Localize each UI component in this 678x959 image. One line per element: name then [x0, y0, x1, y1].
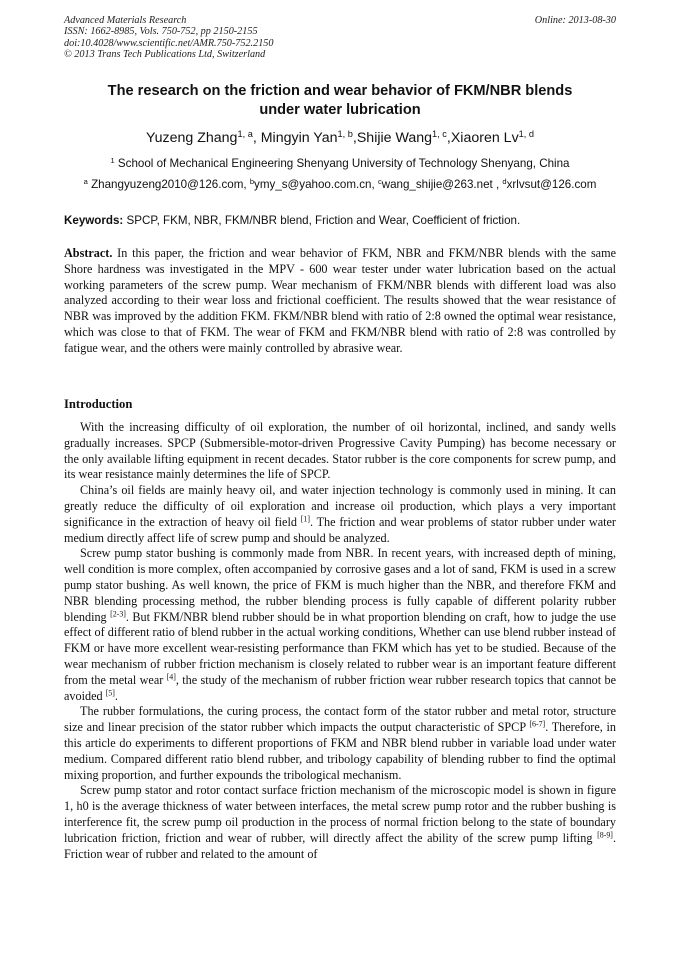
journal-header	[64, 15, 616, 60]
copyright-line: © 2013 Trans Tech Publications Ltd, Switzerland	[64, 48, 266, 60]
affiliation-text: School of Mechanical Engineering Shenyang University of Technology Shenyang, China	[117, 157, 570, 170]
issn-line: ISSN: 1662-8985, Vols. 750-752, pp 2150-2155	[64, 26, 258, 38]
author-list	[64, 129, 616, 147]
abstract-text: In this paper, the friction and wear behavior of FKM, NBR and FKM/NBR blends with the same Shore hardness was investigated in the MPV - 600 wear tester under water lubrication based on the actual working parameters of the screw pump. Wear mechanism of FKM/NBR blends with different load was also analyzed according to their wear loss and frictional coefficient. The results showed that the wear resistance of NBR was improved by the addition FKM. FKM/NBR blend with ratio of 2:8 owned the optimal wear resistance, which was close to that of FKM. The wear of FKM and FKM/NBR blend with ratio of 2:8 was controlled by fatigue wear, and the others were mainly controlled by abrasive wear.	[64, 246, 616, 355]
email-list	[58, 178, 622, 192]
journal-name: Advanced Materials Research	[64, 15, 187, 26]
title-line-1: The research on the friction and wear behavior of FKM/NBR blends	[107, 83, 573, 99]
email-address[interactable]: wang_shijie@263.net ,	[381, 178, 500, 191]
author-affil-mark: 1, b	[337, 128, 353, 139]
online-date: Online: 2013-08-30	[534, 15, 616, 26]
author-affil-mark: 1, c	[432, 128, 447, 139]
author-affil-mark: 1, d	[518, 128, 535, 139]
keywords-label: Keywords:	[64, 214, 124, 227]
paragraph-text: Screw pump stator bushing is commonly made from NBR. In recent years, with increased depth of mining, well condition is more complex, often accompanied by corrosive gases and a lot of sand, FKM is used in a screw pump stator bushing. As well known, the price of FKM is much higher than the NBR, and therefore FKM and NBR blending processing method, the rubber blending process is fully capable of different polarity rubber blending	[64, 546, 616, 624]
author-name: Mingyin Yan	[260, 130, 338, 146]
abstract-label: Abstract.	[64, 246, 113, 260]
email-mark: a	[83, 176, 88, 186]
citation-ref[interactable]: [5]	[105, 688, 115, 698]
author-separator: ,	[352, 130, 357, 146]
email-mark: b	[249, 176, 255, 186]
citation-ref[interactable]: [2-3]	[110, 609, 126, 619]
email-mark: c	[377, 176, 382, 186]
abstract	[64, 246, 616, 357]
intro-paragraph	[64, 420, 616, 483]
email-address[interactable]: ymy_s@yahoo.com.cn,	[254, 178, 375, 191]
author-name: Yuzeng Zhang	[145, 130, 238, 146]
paragraph-text: . But FKM/NBR blend rubber should be in what proportion blending on craft, how to judge the use effect of different ratio of blend rubber in the actual working conditions, Whether can use blend rubber instead of FKM or have more excellent wear-resisting performance than FKM which has yet to be studied. Because of the wear mechanism of rubber friction mechanism is closely related to rubber wear is an important feature different from the metal wear	[64, 609, 616, 687]
email-mark: d	[502, 176, 507, 186]
author-name: Shijie Wang	[356, 130, 433, 146]
author-separator: ,	[252, 130, 261, 146]
intro-paragraph	[64, 546, 616, 704]
paragraph-text: . Therefore, in this article do experiments to different proportions of FKM and NBR blend rubber in variable load under water medium. Compared different ratio blend rubber, and tribology capability of blending rubber to find the optimal mixing proportion, and further expounds the tribological mechanism.	[64, 720, 617, 782]
paragraph-text: The rubber formulations, the curing process, the contact form of the stator rubber and metal rotor, structure size and linear precision of the stator rubber which impacts the output characteristic of SPCP	[64, 704, 616, 735]
email-address[interactable]: xrlvsut@126.com	[506, 178, 597, 191]
doi-line: doi:10.4028/www.scientific.net/AMR.750-752.2150	[64, 37, 274, 49]
paper-title	[64, 82, 616, 120]
keywords	[64, 214, 616, 228]
section-heading-introduction: Introduction	[64, 397, 133, 411]
citation-ref[interactable]: [6-7]	[529, 719, 546, 729]
paragraph-text: China’s oil fields are mainly heavy oil, and water injection technology is commonly used in mining. It can greatly reduce the difficulty of oil exploration and increase oil production, which plays a very important significance in the extraction of heavy oil field	[64, 483, 616, 529]
intro-paragraph	[64, 783, 616, 862]
author-name: Xiaoren Lv	[450, 130, 519, 146]
citation-ref[interactable]: [8-9]	[597, 830, 613, 840]
paragraph-text: , the study of the mechanism of rubber friction wear rubber research topics that cannot be avoided	[64, 672, 616, 703]
title-line-2: under water lubrication	[259, 102, 421, 118]
intro-paragraph	[64, 483, 616, 546]
citation-ref[interactable]: [1]	[300, 514, 310, 524]
affiliation-mark: 1	[110, 155, 115, 165]
email-address[interactable]: Zhangyuzeng2010@126.com,	[91, 178, 247, 191]
paragraph-text: . The friction and wear problems of stator rubber under water medium directly affect life of screw pump and should be analyzed.	[64, 514, 616, 545]
affiliation	[64, 157, 616, 171]
paragraph-text: With the increasing difficulty of oil exploration, the number of oil horizontal, inclined, and sandy wells gradually increases. SPCP (Submersible-motor-driven Progressive Cavity Pumping) has become necessary or the only available lifting equipment in recent decades. Stator rubber is the core components for screw pump, and its wear resistance mainly determines the life of SPCP.	[64, 420, 616, 482]
paragraph-text: . Friction wear of rubber and related to the amount of	[64, 830, 616, 861]
author-separator: ,	[446, 130, 451, 146]
author-affil-mark: 1, a	[237, 128, 253, 139]
citation-ref[interactable]: [4]	[166, 672, 176, 682]
paragraph-text: Screw pump stator and rotor contact surface friction mechanism of the microscopic model is shown in figure 1, h0 is the average thickness of water between interfaces, the metal screw pump rotor and the rubber bushing is interference fit, the screw pump oil production in the process of normal friction belong to the state of boundary lubrication friction, friction and wear of rubber, will directly affect the ability of the screw pump lifting	[64, 783, 616, 845]
paragraph-text: .	[114, 688, 118, 703]
introduction-body	[64, 420, 616, 862]
intro-paragraph	[64, 704, 616, 783]
keywords-text: SPCP, FKM, NBR, FKM/NBR blend, Friction and Wear, Coefficient of friction.	[123, 214, 521, 227]
